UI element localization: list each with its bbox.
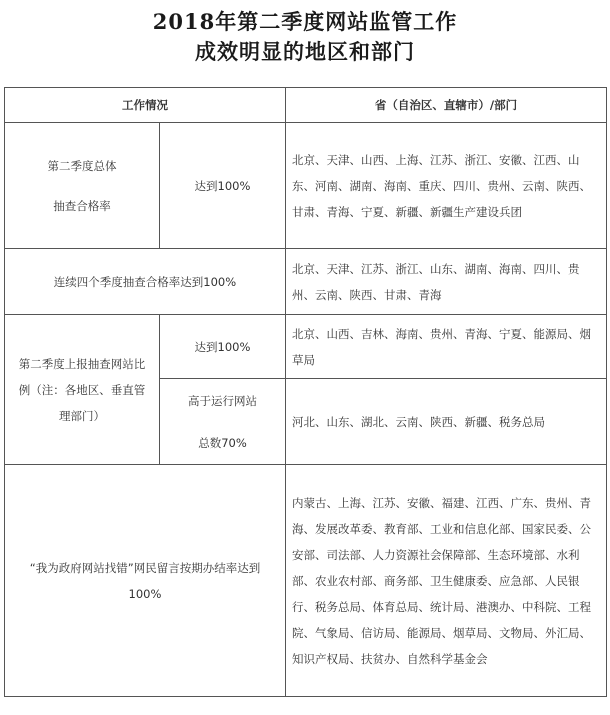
- table-header-row: [5, 88, 607, 123]
- header-regions: 省（自治区、直辖市）/部门: [286, 88, 607, 123]
- table-row: [5, 465, 607, 697]
- row2-regions: 北京、天津、江苏、浙江、山东、湖南、海南、四川、贵州、云南、陕西、甘肃、青海: [286, 249, 607, 315]
- row1-label-line1: 第二季度总体: [47, 158, 117, 173]
- row1-condition: 达到100%: [160, 123, 286, 249]
- row4-regions: 内蒙古、上海、江苏、安徽、福建、江西、广东、贵州、青海、发展改革委、教育部、工业和信息化部、国家民委、公安部、司法部、人力资源社会保障部、生态环境部、水利部、农业农村部、商务部、卫生健康委、应急部、人民银行、税务总局、体育总局、统计局、港澳办、中科院、工程院、气象局、信访局、能源局、烟草局、文物局、外汇局、知识产权局、扶贫办、自然科学基金会: [286, 465, 607, 697]
- header-work-status: 工作情况: [5, 88, 286, 123]
- row3b-condition: [160, 379, 286, 465]
- document-title-line2: 成效明显的地区和部门: [195, 39, 415, 64]
- results-table: [4, 87, 607, 697]
- row3a-regions: 北京、山西、吉林、海南、贵州、青海、宁夏、能源局、烟草局: [286, 315, 607, 379]
- row1-regions: 北京、天津、山西、上海、江苏、浙江、安徽、江西、山东、河南、湖南、海南、重庆、四川、贵州、云南、陕西、甘肃、青海、宁夏、新疆、新疆生产建设兵团: [286, 123, 607, 249]
- document-title-line1: 2018年第二季度网站监管工作: [152, 9, 458, 34]
- table-row: [5, 315, 607, 379]
- table-row: [5, 249, 607, 315]
- row1-label: [5, 123, 160, 249]
- table-row: [5, 123, 607, 249]
- row1-label-line2: 抽查合格率: [53, 198, 111, 213]
- row3b-condition-line2: 总数70%: [198, 435, 247, 450]
- row2-label: 连续四个季度抽查合格率达到100%: [5, 249, 286, 315]
- row3-label: [5, 315, 160, 465]
- row3b-regions: 河北、山东、湖北、云南、陕西、新疆、税务总局: [286, 379, 607, 465]
- row4-label: [5, 465, 286, 697]
- row3a-condition: 达到100%: [160, 315, 286, 379]
- row3-label-text: 第二季度上报抽查网站比例（注：各地区、垂直管理部门）: [18, 356, 146, 423]
- row3b-condition-line1: 高于运行网站: [188, 393, 257, 408]
- row4-label-text: “我为政府网站找错”网民留言按期办结率达到100%: [29, 560, 261, 601]
